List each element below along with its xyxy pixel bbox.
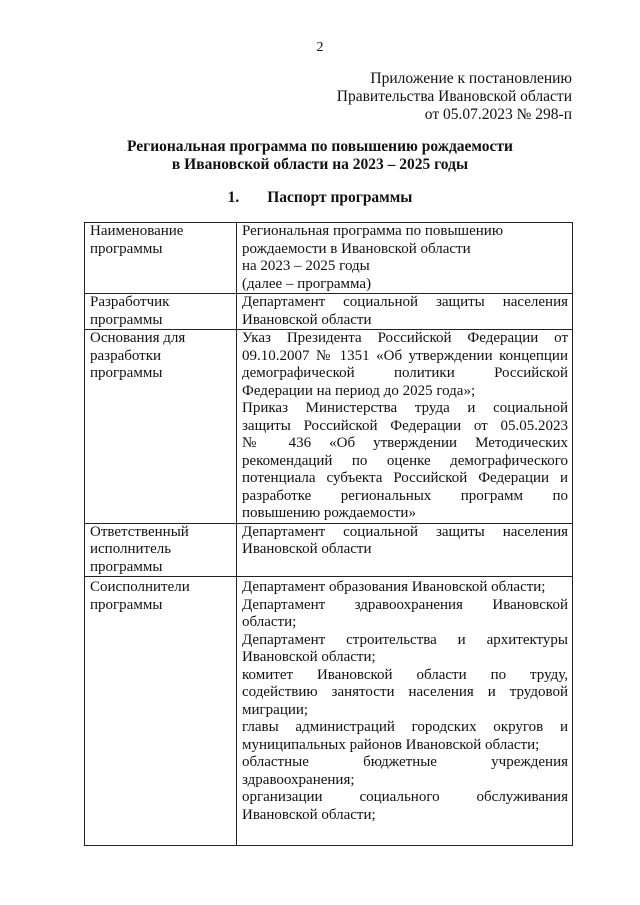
section-number: 1. [227, 189, 240, 206]
row-label-cell: Ответственный исполнитель программы [85, 523, 237, 577]
appendix-line: от 05.07.2023 № 298-п [424, 106, 572, 123]
row-value-cell: Региональная программа по повышению рождаемости в Ивановской области на 2023 – 2025 годы (далее – программа) [237, 223, 573, 294]
row-label-cell: Соисполнители программы [85, 577, 237, 846]
page-number: 2 [316, 40, 324, 55]
table-row [85, 577, 573, 846]
title-line: Региональная программа по повышению рождаемости [127, 138, 513, 155]
table-row [85, 523, 573, 577]
row-value-cell: Департамент социальной защиты населения Ивановской области [237, 294, 573, 330]
passport-table [84, 222, 573, 846]
table-row [85, 294, 573, 330]
row-value-cell: Указ Президента Российской Федерации от 09.10.2007 № 1351 «Об утверждении концепции демографической политики Российской Федерации на период до 2025 года»; Приказ Министерства труда и социальной защиты Российской Федерации от 05.05.2023 № 436 «Об утверждении Методических рекомендаций по оценке демографического потенциала субъекта Российской Федерации и разработке региональных программ по повышению рождаемости» [237, 330, 573, 524]
row-value-cell: Департамент социальной защиты населения Ивановской области [237, 523, 573, 577]
table-row [85, 223, 573, 294]
row-label-cell: Разработчик программы [85, 294, 237, 330]
appendix-line: Приложение к постановлению [370, 70, 572, 87]
title-line: в Ивановской области на 2023 – 2025 годы [171, 156, 469, 173]
appendix-line: Правительства Ивановской области [336, 88, 572, 105]
document-title [0, 138, 640, 174]
table-row [85, 330, 573, 524]
row-label-cell: Наименование программы [85, 223, 237, 294]
section-title: Паспорт программы [267, 189, 413, 206]
appendix-header [337, 70, 572, 124]
row-label-cell: Основания для разработки программы [85, 330, 237, 524]
row-value-cell: Департамент образования Ивановской области; Департамент здравоохранения Ивановской области; Департамент строительства и архитектуры Ивановской области; комитет Ивановской области по труду, содействию занятости населения и трудовой миграции; главы администраций городских округов и муниципальных районов Ивановской области; областные бюджетные учреждения здравоохранения; организации социального обслуживания Ивановской области; [237, 577, 573, 846]
section-heading [0, 189, 640, 207]
